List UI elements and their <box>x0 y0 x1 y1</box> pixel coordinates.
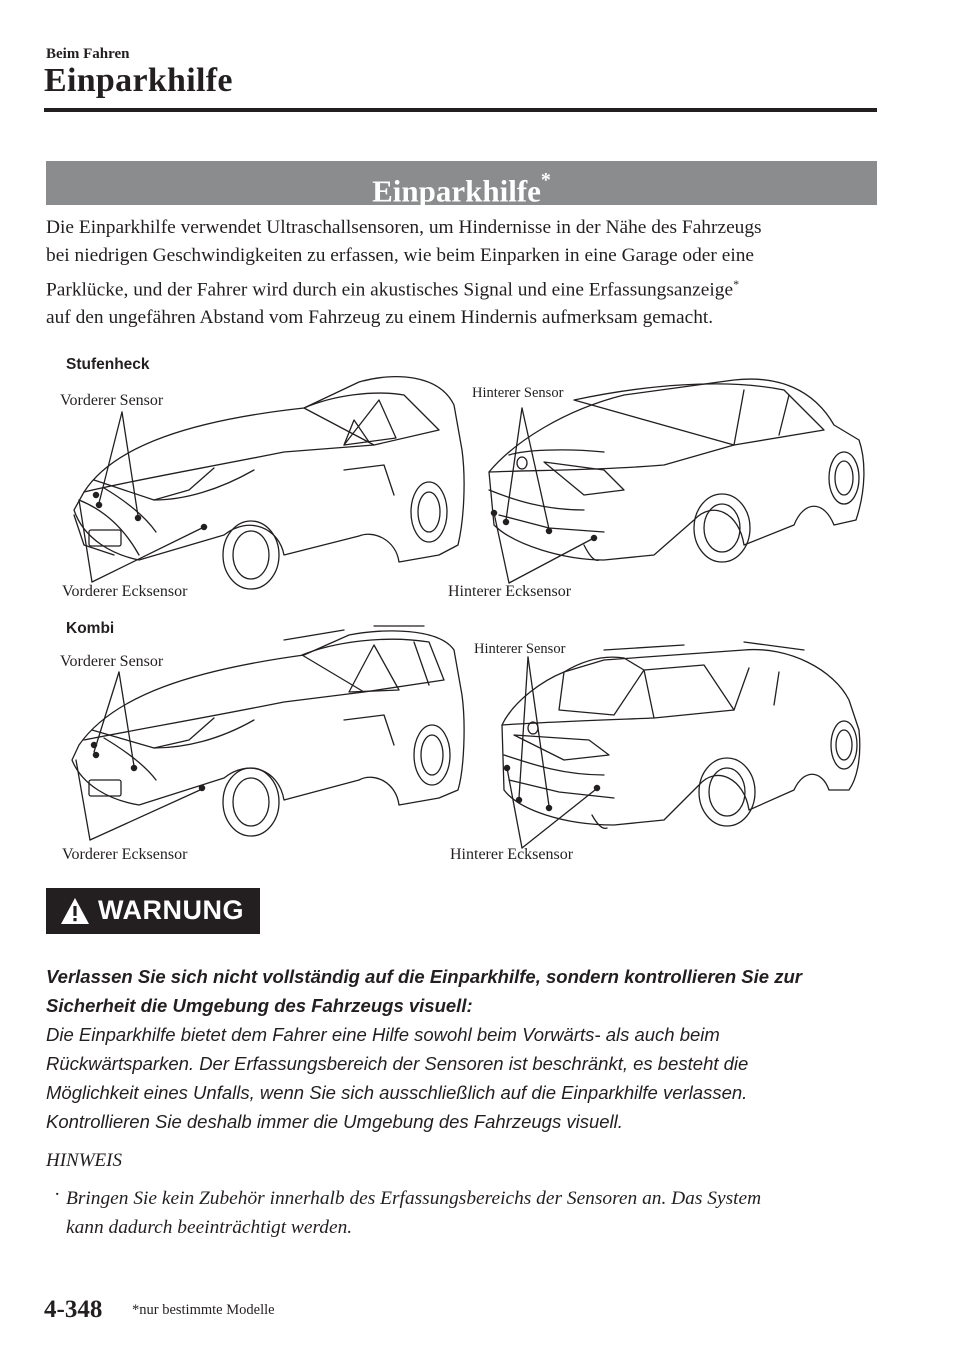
warning-line: Rückwärtsparken. Der Erfassungsbereich der Sensoren ist beschränkt, es besteht die <box>46 1053 749 1074</box>
intro-line: Parklücke, und der Fahrer wird durch ein akustisches Signal und eine Erfassungsanzeige* <box>46 277 740 301</box>
wagon-rear-sensor-label: Hinterer Sensor <box>474 641 566 657</box>
page-number: 4-348 <box>44 1296 103 1323</box>
page-title: Einparkhilfe <box>44 62 233 99</box>
warning-triangle-icon <box>60 897 90 925</box>
sedan-front-sensor-label: Vorderer Sensor <box>60 392 164 409</box>
section-label: Beim Fahren <box>46 46 130 62</box>
wagon-front-corner-sensor-label: Vorderer Ecksensor <box>62 846 188 863</box>
note-line: kann dadurch beeinträchtigt werden. <box>66 1217 353 1238</box>
sensor-location-figure <box>44 350 884 870</box>
sedan-rear-sensor-label: Hinterer Sensor <box>472 385 564 401</box>
warning-line: Die Einparkhilfe bietet dem Fahrer eine Hilfe sowohl beim Vorwärts- als auch beim <box>46 1024 720 1045</box>
sedan-heading: Stufenheck <box>66 356 150 373</box>
section-banner <box>46 161 877 209</box>
intro-line: Die Einparkhilfe verwendet Ultraschallsensoren, um Hindernisse in der Nähe des Fahrzeugs <box>46 217 762 238</box>
wagon-heading: Kombi <box>66 620 115 637</box>
banner-title: Einparkhilfe <box>372 173 541 209</box>
header-rule <box>44 108 877 112</box>
note-title: HINWEIS <box>46 1150 122 1171</box>
warning-line: Möglichkeit eines Unfalls, wenn Sie sich ausschließlich auf die Einparkhilfe verlassen. <box>46 1082 748 1103</box>
intro-line: auf den ungefähren Abstand vom Fahrzeug zu einem Hindernis aufmerksam gemacht. <box>46 307 714 329</box>
note-line: Bringen Sie kein Zubehör innerhalb des Erfassungsbereichs der Sensoren an. Das System <box>66 1188 762 1209</box>
sedan-rear-car <box>489 379 864 583</box>
intro-asterisk: * <box>733 277 740 291</box>
warning-label <box>46 888 260 934</box>
wagon-rear-corner-sensor-label: Hinterer Ecksensor <box>450 846 574 863</box>
warning-bold-line: Verlassen Sie sich nicht vollständig auf die Einparkhilfe, sondern kontrollieren Sie zur <box>46 966 802 987</box>
note-text <box>66 1184 886 1242</box>
wagon-front-sensor-label: Vorderer Sensor <box>60 653 164 670</box>
note-bullet: · <box>54 1184 61 1205</box>
car-illustrations <box>44 350 884 870</box>
intro-paragraph <box>46 214 886 332</box>
wagon-rear-car <box>502 642 860 848</box>
warning-bold-line: Sicherheit die Umgebung des Fahrzeugs visuell: <box>46 995 473 1016</box>
warning-line: Kontrollieren Sie deshalb immer die Umgebung des Fahrzeugs visuell. <box>46 1111 623 1132</box>
banner-asterisk: * <box>540 169 551 191</box>
warning-text <box>46 962 886 1136</box>
sedan-front-corner-sensor-label: Vorderer Ecksensor <box>62 583 188 600</box>
footnote: *nur bestimmte Modelle <box>132 1302 275 1318</box>
warning-label-text: WARNUNG <box>98 895 244 925</box>
intro-line: bei niedrigen Geschwindigkeiten zu erfassen, wie beim Einparken in eine Garage oder eine <box>46 245 755 266</box>
sedan-rear-corner-sensor-label: Hinterer Ecksensor <box>448 583 572 600</box>
